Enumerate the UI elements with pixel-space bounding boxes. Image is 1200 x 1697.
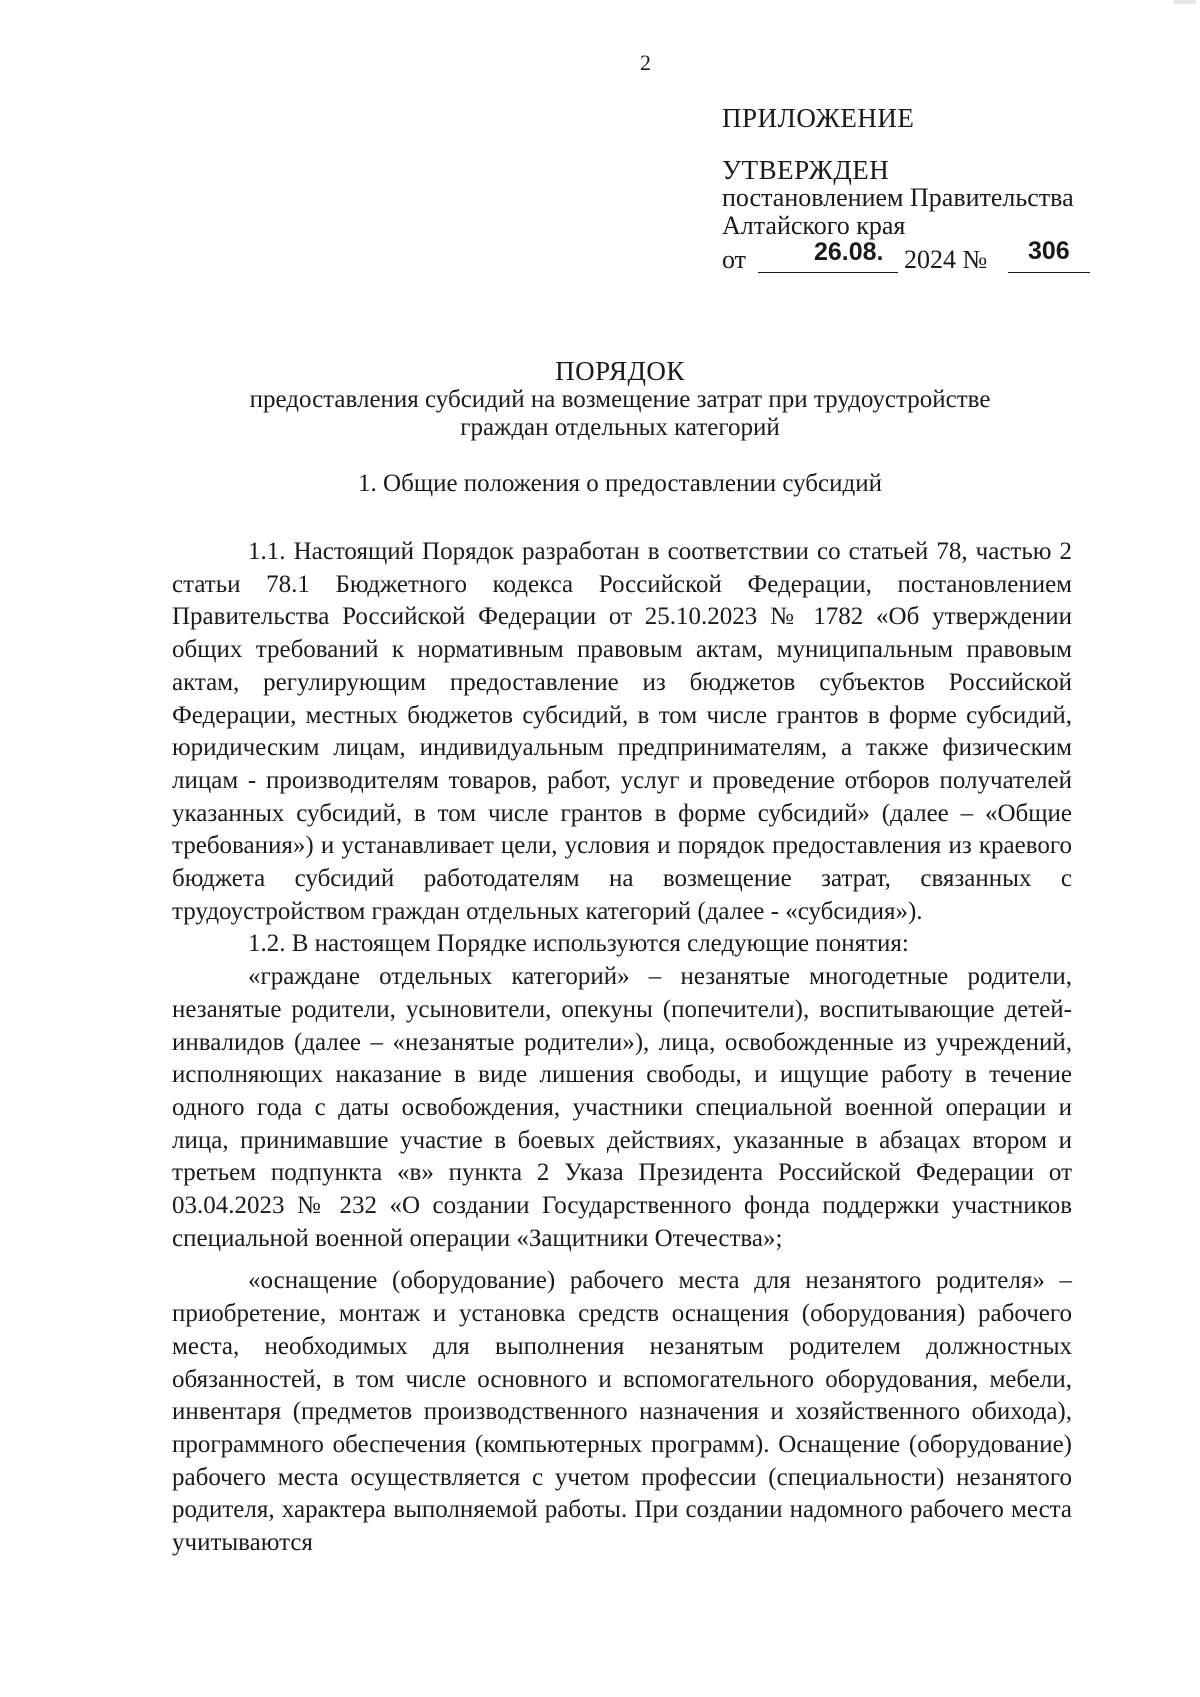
definition-workplace-equipment: «оснащение (оборудование) рабочего места для незанятого родителя» – приобретение, монтаж и установка средств оснащения (оборудования) рабочего места, необходимых для выполнения незанятым родителем должностных обязанностей, в том числе основного и вспомогательного оборудования, мебели, инвентаря (предметов производственного назначения и хозяйственного обихода), программного обеспечения (компьютерных программ). Оснащение (оборудование) рабочего места осуществляется с учетом профессии (специальности) незанятого родителя, характера выполняемой работы. При создании надомного рабочего места учитываются [172,1267,1072,1557]
date-number-line [722,237,1074,274]
date-underline [758,272,898,273]
document-subtitle-line-2: граждан отдельных категорий [460,414,780,441]
paragraph-1-2: 1.2. В настоящем Порядке используются следующие понятия: [248,930,909,958]
definition-citizens-categories: «граждане отдельных категорий» – незанятые многодетные родители, незанятые родители, усыновители, опекуны (попечители), воспитывающие детей-инвалидов (далее – «незанятые родители»), лица, освобожденные из учреждений, исполняющих наказание в виде лишения свободы, и ищущие работу в течение одного года с даты освобождения, участники специальной военной операции и лица, принимавшие участие в боевых действиях, указанные в абзацах втором и третьем подпункта «в» пункта 2 Указа Президента Российской Федерации от 03.04.2023 № 232 «О создании Государственного фонда поддержки участников специальной военной операции «Защитники Отечества»; [172,963,1072,1252]
date-value: 26.08. [814,238,884,266]
section-heading: 1. Общие положения о предоставлении субсидий [358,470,882,497]
approved-by-line-1: постановлением Правительства [722,183,1074,212]
page-number: 2 [640,50,651,75]
approved-by-line-2: Алтайского края [722,211,906,240]
year-number-label: 2024 № [904,245,988,274]
appendix-label: ПРИЛОЖЕНИЕ [722,103,915,133]
paragraph-1-1: 1.1. Настоящий Порядок разработан в соответствии со статьей 78, частью 2 статьи 78.1 Бюджетного кодекса Российской Федерации, постановлением Правительства Российской Федерации от 25.10.2023 № 1782 «Об утверждении общих требований к нормативным правовым актам, муниципальным правовым актам, регулирующим предоставление из бюджетов субъектов Российской Федерации, местных бюджетов субсидий, в том числе грантов в форме субсидий, юридическим лицам, индивидуальным предпринимателям, а также физическим лицам - производителям товаров, работ, услуг и проведение отборов получателей указанных субсидий, в том числе грантов в форме субсидий» (далее – «Общие требования») и устанавливает цели, условия и порядок предоставления из краевого бюджета субсидий работодателям на возмещение затрат, связанных с трудоустройством граждан отдельных категорий (далее - «субсидия»). [172,538,1072,925]
body-text [172,536,1072,1560]
document-number: 306 [1028,237,1070,265]
approval-block [722,104,1074,274]
document-title: ПОРЯДОК [555,356,685,386]
scan-artifact [1174,0,1196,4]
approved-label: УТВЕРЖДЕН [722,155,890,185]
title-block [160,356,1080,442]
date-prefix: от [722,245,747,274]
number-underline [1008,272,1090,273]
document-subtitle-line-1: предоставления субсидий на возмещение затрат при трудоустройстве [249,386,991,413]
